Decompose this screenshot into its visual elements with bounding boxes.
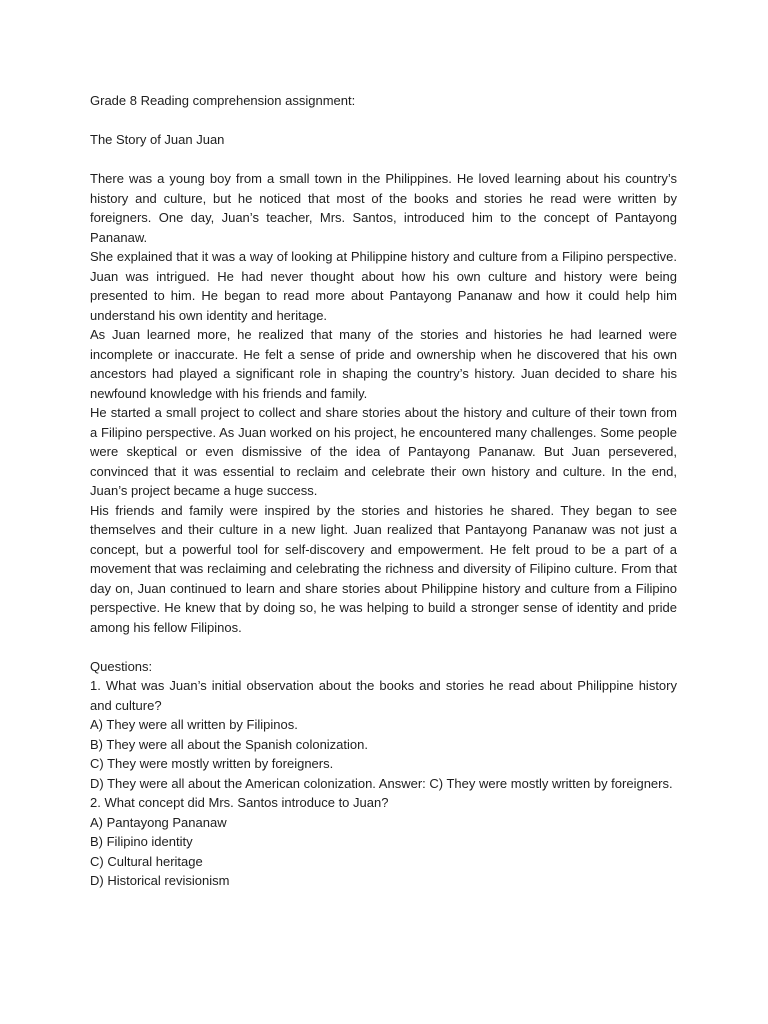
assignment-heading: Grade 8 Reading comprehension assignment: [90, 93, 356, 108]
question-2 [90, 793, 677, 891]
story-paragraph-1: There was a young boy from a small town in the Philippines. He loved learning about his country’s history and culture, but he noticed that most of the books and stories he read were written by foreigners. One day, Juan’s teacher, Mrs. Santos, introduced him to the concept of Pantayong Pananaw. [90, 171, 677, 245]
question-1-option-a: A) They were all written by Filipinos. [90, 717, 298, 732]
question-2-option-c: C) Cultural heritage [90, 853, 203, 869]
question-2-option-b: B) Filipino identity [90, 834, 193, 849]
document-page [90, 91, 677, 891]
question-1-prompt: 1. What was Juan’s initial observation about the books and stories he read about Philippine history and culture? [90, 678, 677, 713]
spacer [90, 111, 677, 131]
story-paragraph-4: He started a small project to collect and share stories about the history and culture of their town from a Filipino perspective. As Juan worked on his project, he encountered many challenges. Some people were skeptical or even dismissive of the idea of Pantayong Pananaw. But Juan persevered, convinced that it was essential to reclaim and celebrate their own history and culture. In the end, Juan’s project became a huge success. [90, 405, 677, 498]
question-1 [90, 676, 677, 793]
story-paragraph-5: His friends and family were inspired by the stories and histories he shared. They began to see themselves and their culture in a new light. Juan realized that Pantayong Pananaw was not just a concept, but a powerful tool for self-discovery and empowerment. He felt proud to be a part of a movement that was reclaiming and celebrating the richness and diversity of Filipino culture. From that day on, Juan continued to learn and share stories about Philippine history and culture from a Filipino perspective. He knew that by doing so, he was helping to build a stronger sense of identity and pride among his fellow Filipinos. [90, 502, 677, 635]
question-1-option-d: D) They were all about the American colonization. Answer: C) They were mostly written by foreigners. [90, 775, 673, 791]
spacer [90, 637, 677, 657]
question-2-option-d: D) Historical revisionism [90, 873, 230, 888]
spacer [90, 150, 677, 170]
question-2-prompt: 2. What concept did Mrs. Santos introduce to Juan? [90, 795, 389, 810]
story-paragraph-3: As Juan learned more, he realized that many of the stories and histories he had learned were incomplete or inaccurate. He felt a sense of pride and ownership when he discovered that his own ancestors had played a significant role in shaping the country’s history. Juan decided to share his newfound knowledge with his friends and family. [90, 327, 677, 401]
story-paragraph-2: She explained that it was a way of looking at Philippine history and culture from a Filipino perspective. Juan was intrigued. He had never thought about how his own culture and history were being presented to him. He began to read more about Pantayong Pananaw and how it could help him understand his own identity and heritage. [90, 249, 677, 323]
question-2-option-a: A) Pantayong Pananaw [90, 814, 227, 830]
question-1-option-b: B) They were all about the Spanish colonization. [90, 736, 368, 752]
question-1-option-c: C) They were mostly written by foreigners. [90, 756, 334, 771]
story-title: The Story of Juan Juan [90, 132, 225, 147]
questions-heading: Questions: [90, 658, 153, 674]
